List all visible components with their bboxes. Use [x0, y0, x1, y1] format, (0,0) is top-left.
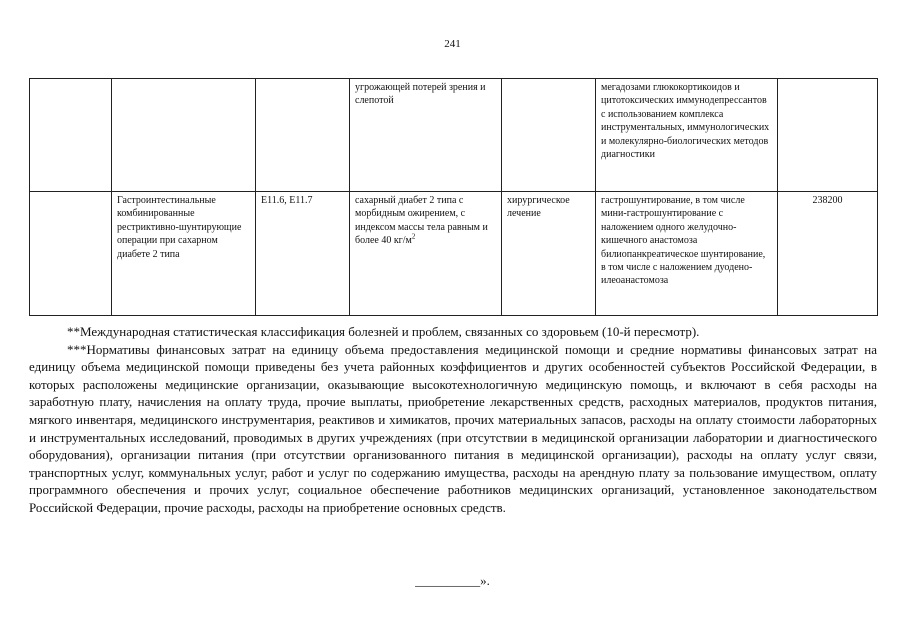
method-cell: мегадозами глюкокортикоидов и цитотоксических иммунодепрессантов с использованием комплекса инструментальных, иммунологических и молекулярно-биологических методов диагностики — [596, 79, 778, 192]
services-table — [29, 78, 878, 316]
table-row — [30, 79, 878, 192]
icd-codes-cell: E11.6, E11.7 — [256, 192, 350, 316]
table-row — [30, 192, 878, 316]
icd-codes-cell — [256, 79, 350, 192]
row-number-cell — [30, 79, 112, 192]
cost-cell: 238200 — [778, 192, 878, 316]
service-name-cell — [112, 79, 256, 192]
footnote-financing: ***Нормативы финансовых затрат на единицу объема предоставления медицинской помощи и средние нормативы финансовых затрат на единицу объема медицинской помощи приведены без учета районных коэффициентов и других особенностей субъектов Российской Федерации, в которых расположены медицинские организации, оказывающие высокотехнологичную медицинскую помощь, и включают в себя расходы на заработную плату, начисления на оплату труда, прочие выплаты, приобретение лекарственных средств, расходных материалов, продуктов питания, мягкого инвентаря, медицинского инструментария, реактивов и химикатов, прочих материальных запасов, расходы на оплату стоимости лабораторных и инструментальных исследований, проводимых в других учреждениях (при отсутствии в медицинской организации лаборатории и диагностического оборудования), организации питания (при отсутствии организованного питания в медицинской организации), расходы на оплату услуг связи, транспортных услуг, коммунальных услуг, работ и услуг по содержанию имущества, расходы на арендную плату за пользование имуществом, оплату программного обеспечения и прочих услуг, социальное обеспечение работников медицинских организаций, установленное законодательством Российской Федерации, прочие расходы, расходы на приобретение основных средств. — [29, 341, 877, 515]
superscript: 2 — [411, 232, 416, 241]
treatment-type-cell: хирургическое лечение — [502, 192, 596, 316]
condition-text: сахарный диабет 2 типа с морбидным ожирением, с индексом массы тела равным и более 40 кг/м — [355, 195, 488, 247]
row-number-cell — [30, 192, 112, 316]
method-cell: гастрошунтирование, в том числе мини-гастрошунтирование с наложением одного желудочно-кишечного анастомоза билиопанкреатическое шунтирование, в том числе с наложением дуодено-илеоанастомоза — [596, 192, 778, 316]
cost-cell — [778, 79, 878, 192]
condition-cell — [350, 192, 502, 316]
condition-cell: угрожающей потерей зрения и слепотой — [350, 79, 502, 192]
page-number: 241 — [444, 38, 461, 50]
treatment-type-cell — [502, 79, 596, 192]
footnotes — [29, 323, 877, 517]
footnote-icd: **Международная статистическая классификация болезней и проблем, связанных со здоровьем (10-й пересмотр). — [67, 324, 700, 339]
closing-mark: __________». — [415, 573, 490, 588]
service-name-cell: Гастроинтестинальные комбинированные рестриктивно-шунтирующие операции при сахарном диабете 2 типа — [112, 192, 256, 316]
